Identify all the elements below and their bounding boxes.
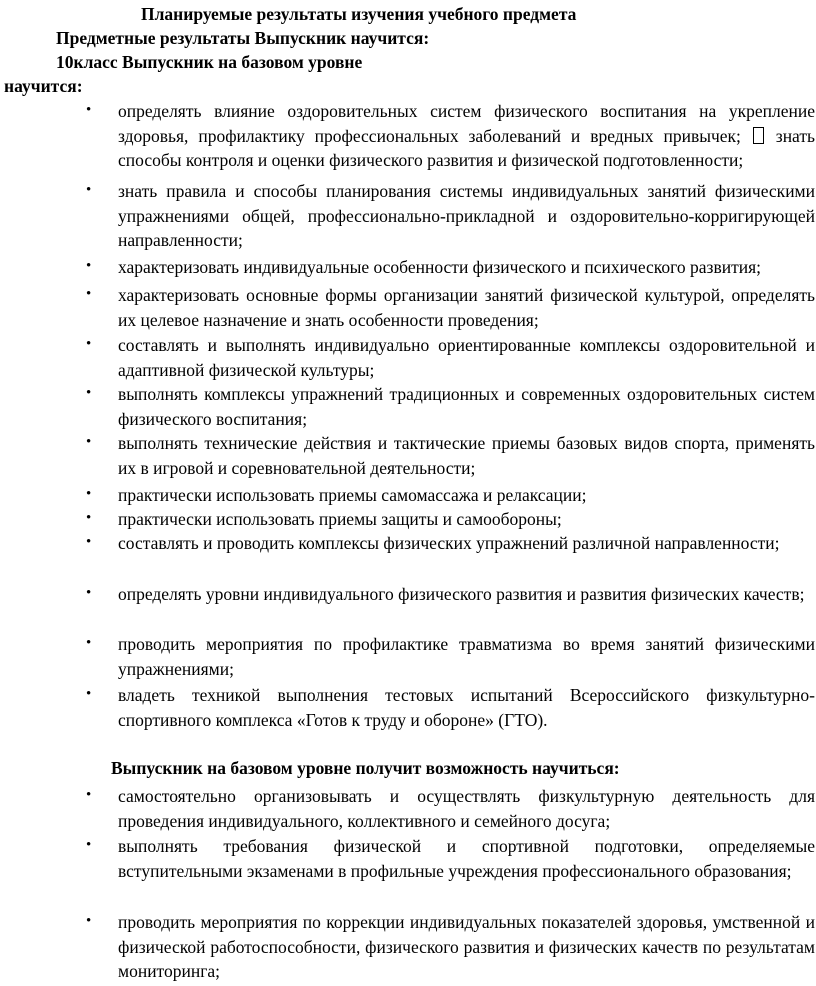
list-item: выполнять технические действия и тактические приемы базовых видов спорта, применять их в игровой и соревновательной деятельности; (118, 433, 815, 478)
list-item: проводить мероприятия по коррекции индивидуальных показателей здоровья, умственной и физической работоспособности, физического развития и физических качеств по результатам мониторинга; (118, 912, 815, 981)
list-item (118, 99, 815, 173)
bullet-icon: • (86, 585, 92, 601)
learns-heading: научится: (4, 76, 83, 96)
bullet-icon: • (86, 385, 92, 401)
subject-results-heading: Предметные результаты Выпускник научится: (56, 28, 430, 48)
bullet-icon: • (86, 534, 92, 550)
list-item-text: знать способы контроля и оценки физического развития и физической подготовленности; (118, 125, 816, 170)
bullet-icon: • (86, 286, 92, 302)
bullet-icon: • (86, 510, 92, 526)
section-heading: Выпускник на базовом уровне получит возможность научиться: (111, 758, 620, 778)
list-item-text: определять влияние оздоровительных систем физического воспитания на укрепление здоровья, профилактику профессиональных заболеваний и вредных привычек; (118, 101, 815, 146)
list-item: характеризовать основные формы организации занятий физической культурой, определять их целевое назначение и знать особенности проведения; (118, 285, 815, 330)
bullet-icon: • (86, 787, 92, 803)
list-item: знать правила и способы планирования системы индивидуальных занятий физическими упражнениями общей, профессионально-прикладной и оздоровительно-корригирующей направленности; (118, 181, 815, 250)
list-item: проводить мероприятия по профилактике травматизма во время занятий физическими упражнениями; (118, 634, 815, 679)
bullet-icon: • (86, 686, 92, 702)
bullet-icon: • (86, 837, 92, 853)
bullet-icon: • (86, 336, 92, 352)
list-item: выполнять комплексы упражнений традиционных и современных оздоровительных систем физического воспитания; (118, 384, 815, 429)
bullet-icon: • (86, 102, 92, 118)
list-item: самостоятельно организовывать и осуществлять физкультурную деятельность для проведения индивидуального, коллективного и семейного досуга; (118, 786, 815, 831)
list-item: выполнять требования физической и спортивной подготовки, определяемые вступительными экзаменами в профильные учреждения профессионального образования; (118, 836, 815, 881)
bullet-icon: • (86, 635, 92, 651)
bullet-icon: • (86, 258, 92, 274)
grade-heading: 10класс Выпускник на базовом уровне (56, 52, 363, 72)
list-item: составлять и выполнять индивидуально ориентированные комплексы оздоровительной и адаптивной физической культуры; (118, 335, 815, 380)
page-title: Планируемые результаты изучения учебного предмета (141, 4, 577, 24)
bullet-icon: • (86, 913, 92, 929)
list-item: практически использовать приемы самомассажа и релаксации; (118, 485, 587, 505)
list-item: составлять и проводить комплексы физических упражнений различной направленности; (118, 533, 780, 553)
bullet-icon: • (86, 486, 92, 502)
list-item: определять уровни индивидуального физического развития и развития физических качеств; (118, 584, 805, 604)
list-item: практически использовать приемы защиты и самообороны; (118, 509, 562, 529)
bullet-icon: • (86, 434, 92, 450)
bullet-icon: • (86, 182, 92, 198)
checkbox-symbol-icon (753, 127, 764, 144)
list-item: характеризовать индивидуальные особенности физического и психического развития; (118, 257, 762, 277)
list-item: владеть техникой выполнения тестовых испытаний Всероссийского физкультурно-спортивного комплекса «Готов к труду и обороне» (ГТО). (118, 685, 815, 730)
